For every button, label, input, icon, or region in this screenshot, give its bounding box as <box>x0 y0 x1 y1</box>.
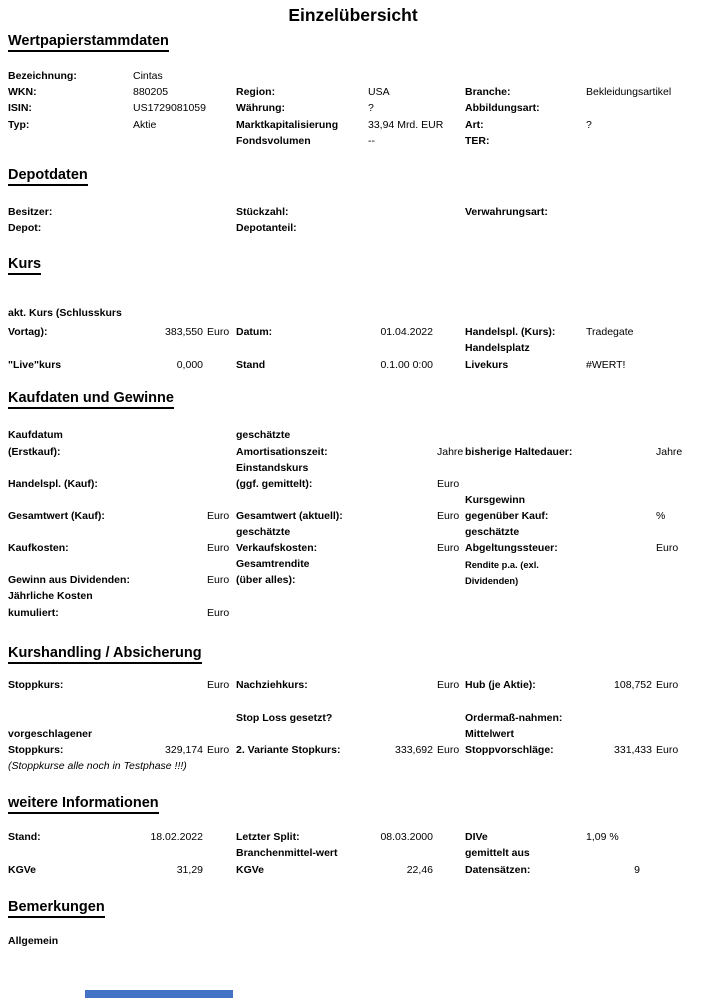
geschaetzte-verkaufskosten-prefix: geschätzte <box>236 526 291 538</box>
region-value: USA <box>368 86 390 98</box>
verkaufskosten-unit: Euro <box>437 542 460 554</box>
abgeltungssteuer-unit: Euro <box>656 542 679 554</box>
akt-kurs-value: 383,550 <box>165 326 203 338</box>
section-header-bemerkungen: Bemerkungen <box>8 899 105 918</box>
section-header-kurs: Kurs <box>8 256 41 275</box>
rendite-pa-label-line1: Rendite p.a. (exl. <box>465 560 539 570</box>
stand-datum-value: 18.02.2022 <box>150 831 203 843</box>
abgeltungssteuer-label: Abgeltungssteuer: <box>465 542 558 554</box>
einstandskurs-label-line1: Einstandskurs <box>236 462 309 474</box>
livekurs-label: "Live"kurs <box>8 359 62 371</box>
branche-label: Branche: <box>465 86 511 98</box>
geschaetzte-amortisation-prefix: geschätzte <box>236 429 291 441</box>
dive-label: DIVe <box>465 831 488 843</box>
handelsplatz-kauf-label: Handelspl. (Kauf): <box>8 478 98 490</box>
depot-label: Depot: <box>8 222 42 234</box>
kaufkosten-label: Kaufkosten: <box>8 542 69 554</box>
livekurs-feed-label: Livekurs <box>465 359 509 371</box>
section-header-wertpapierstammdaten: Wertpapierstammdaten <box>8 33 169 52</box>
datum-label: Datum: <box>236 326 273 338</box>
verkaufskosten-label: Verkaufskosten: <box>236 542 318 554</box>
variante-stopkurs-value: 333,692 <box>395 744 433 756</box>
akt-kurs-label-line1: akt. Kurs (Schlusskurs <box>8 307 122 319</box>
gesamtwert-aktuell-unit: Euro <box>437 510 460 522</box>
variante-stopkurs-unit: Euro <box>437 744 460 756</box>
letzter-split-value: 08.03.2000 <box>380 831 433 843</box>
section-header-kurshandling: Kurshandling / Absicherung <box>8 645 202 664</box>
waehrung-label: Währung: <box>236 102 285 114</box>
gesamtwert-aktuell-label: Gesamtwert (aktuell): <box>236 510 343 522</box>
verwahrungsart-label: Verwahrungsart: <box>465 206 548 218</box>
nachziehkurs-label: Nachziehkurs: <box>236 679 308 691</box>
stand-datum-label: Stand: <box>8 831 41 843</box>
stoploss-label: Stop Loss gesetzt? <box>236 712 333 724</box>
section-header-weitere-informationen: weitere Informationen <box>8 795 159 814</box>
handelsplatz-label: Handelsplatz <box>465 342 530 354</box>
vorgeschlagener-stoppkurs-label-line1: vorgeschlagener <box>8 728 93 740</box>
stueckzahl-label: Stückzahl: <box>236 206 289 218</box>
jaehrliche-kosten-label-line1: Jährliche Kosten <box>8 590 93 602</box>
rendite-pa-label-line2: Dividenden) <box>465 576 519 586</box>
branchen-kgve-label: KGVe <box>236 864 265 876</box>
datensaetze-label: Datensätzen: <box>465 864 531 876</box>
gemittelt-aus-label: gemittelt aus <box>465 847 530 859</box>
kgve-value: 31,29 <box>176 864 203 876</box>
wkn-label: WKN: <box>8 86 37 98</box>
allgemein-label: Allgemein <box>8 935 59 947</box>
hub-value: 108,752 <box>614 679 652 691</box>
amortisationszeit-label: Amortisationszeit: <box>236 446 328 458</box>
kursgewinn-label-line1: Kursgewinn <box>465 494 526 506</box>
livekurs-value: 0,000 <box>176 359 203 371</box>
gewinn-dividenden-unit: Euro <box>207 574 230 586</box>
branchen-kgve-value: 22,46 <box>406 864 433 876</box>
isin-label: ISIN: <box>8 102 32 114</box>
einstandskurs-unit: Euro <box>437 478 460 490</box>
jaehrliche-kosten-label-line2: kumuliert: <box>8 607 59 619</box>
bezeichnung-value: Cintas <box>133 70 163 82</box>
typ-label: Typ: <box>8 119 30 131</box>
abbildungsart-label: Abbildungsart: <box>465 102 540 114</box>
handelsplatz-kurs-label: Handelspl. (Kurs): <box>465 326 556 338</box>
kaufkosten-unit: Euro <box>207 542 230 554</box>
stoppvorschlaege-unit: Euro <box>656 744 679 756</box>
vorgeschlagener-stoppkurs-label-line2: Stoppkurs: <box>8 744 64 756</box>
section-header-depotdaten: Depotdaten <box>8 167 88 186</box>
ordermassnahmen-label: Ordermaß-nahmen: <box>465 712 563 724</box>
amortisationszeit-unit: Jahre <box>437 446 464 458</box>
ter-label: TER: <box>465 135 490 147</box>
fondsvolumen-label: Fondsvolumen <box>236 135 311 147</box>
letzter-split-label: Letzter Split: <box>236 831 300 843</box>
haltedauer-unit: Jahre <box>656 446 683 458</box>
stoppkurs-unit: Euro <box>207 679 230 691</box>
branchenmittelwert-label: Branchenmittel-wert <box>236 847 338 859</box>
jaehrliche-kosten-unit: Euro <box>207 607 230 619</box>
art-label: Art: <box>465 119 484 131</box>
hub-label: Hub (je Aktie): <box>465 679 536 691</box>
stoppvorschlaege-label: Stoppvorschläge: <box>465 744 554 756</box>
waehrung-value: ? <box>368 102 374 114</box>
marktkapitalisierung-label: Marktkapitalisierung <box>236 119 339 131</box>
datensaetze-value: 9 <box>634 864 640 876</box>
mittelwert-label-line1: Mittelwert <box>465 728 515 740</box>
gesamtrendite-label-line2: (über alles): <box>236 574 296 586</box>
geschaetzte-abgeltung-prefix: geschätzte <box>465 526 520 538</box>
livekurs-feed-value: #WERT! <box>586 359 626 371</box>
typ-value: Aktie <box>133 119 157 131</box>
region-label: Region: <box>236 86 276 98</box>
wkn-value: 880205 <box>133 86 169 98</box>
stand-value: 0.1.00 0:00 <box>380 359 433 371</box>
gesamtwert-kauf-unit: Euro <box>207 510 230 522</box>
art-value: ? <box>586 119 592 131</box>
stand-label: Stand <box>236 359 266 371</box>
vorgeschlagener-stoppkurs-unit: Euro <box>207 744 230 756</box>
gesamtwert-kauf-label: Gesamtwert (Kauf): <box>8 510 105 522</box>
gewinn-dividenden-label: Gewinn aus Dividenden: <box>8 574 130 586</box>
akt-kurs-label-line2: Vortag): <box>8 326 48 338</box>
testphase-note: (Stoppkurse alle noch in Testphase !!!) <box>8 760 187 772</box>
depotanteil-label: Depotanteil: <box>236 222 297 234</box>
vorgeschlagener-stoppkurs-value: 329,174 <box>165 744 203 756</box>
stoppvorschlaege-value: 331,433 <box>614 744 652 756</box>
einstandskurs-label-line2: (ggf. gemittelt): <box>236 478 313 490</box>
kursgewinn-unit: % <box>656 510 666 522</box>
page-title: Einzelübersicht <box>288 5 418 25</box>
hub-unit: Euro <box>656 679 679 691</box>
bottom-blue-bar <box>85 990 233 998</box>
nachziehkurs-unit: Euro <box>437 679 460 691</box>
datum-value: 01.04.2022 <box>380 326 433 338</box>
fondsvolumen-value: -- <box>368 135 375 147</box>
besitzer-label: Besitzer: <box>8 206 53 218</box>
stoppkurs-label: Stoppkurs: <box>8 679 64 691</box>
branche-value: Bekleidungsartikel <box>586 86 672 98</box>
gesamtrendite-label-line1: Gesamtrendite <box>236 558 310 570</box>
section-header-kaufdaten: Kaufdaten und Gewinne <box>8 390 174 409</box>
kgve-label: KGVe <box>8 864 37 876</box>
kursgewinn-label-line2: gegenüber Kauf: <box>465 510 549 522</box>
handelsplatz-kurs-value: Tradegate <box>586 326 634 338</box>
haltedauer-label: bisherige Haltedauer: <box>465 446 573 458</box>
bezeichnung-label: Bezeichnung: <box>8 70 77 82</box>
marktkapitalisierung-value: 33,94 Mrd. EUR <box>368 119 444 131</box>
kaufdatum-label-line2: (Erstkauf): <box>8 446 61 458</box>
variante-stopkurs-label: 2. Variante Stopkurs: <box>236 744 341 756</box>
dive-value: 1,09 % <box>586 831 619 843</box>
akt-kurs-unit: Euro <box>207 326 230 338</box>
isin-value: US1729081059 <box>133 102 206 114</box>
kaufdatum-label-line1: Kaufdatum <box>8 429 63 441</box>
